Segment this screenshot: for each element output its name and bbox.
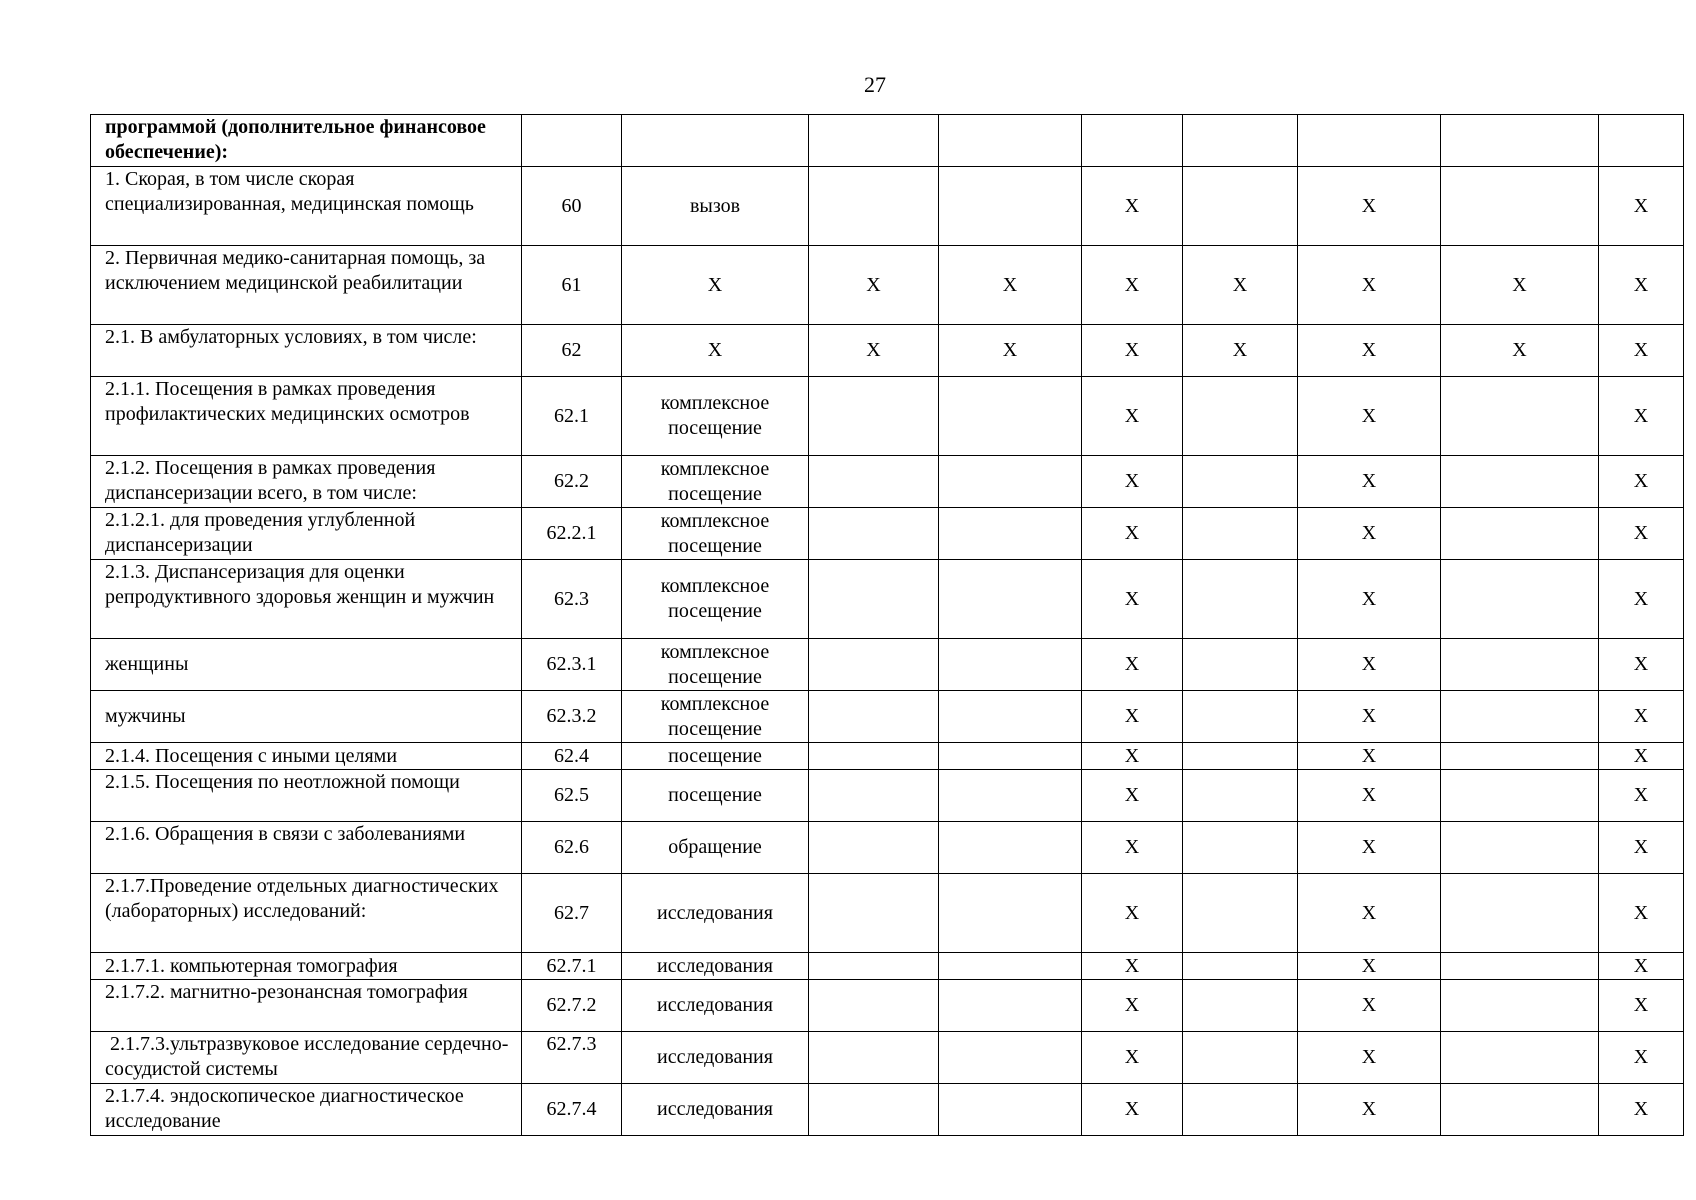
- row-cell: X: [1599, 560, 1684, 639]
- row-cell: [939, 639, 1082, 691]
- row-cell: [1441, 874, 1599, 953]
- row-code: 62: [522, 325, 622, 377]
- row-cell: [939, 167, 1082, 246]
- row-cell: X: [1298, 639, 1441, 691]
- row-name: 2.1.3. Диспансеризация для оценки репродуктивного здоровья женщин и мужчин: [91, 560, 522, 639]
- row-name: 2.1.2. Посещения в рамках проведения диспансеризации всего, в том числе:: [91, 456, 522, 508]
- row-cell: X: [1599, 953, 1684, 980]
- row-code: 62.7.4: [522, 1084, 622, 1136]
- row-cell: [1183, 456, 1298, 508]
- row-unit: комплексное посещение: [622, 639, 809, 691]
- row-unit: [622, 115, 809, 167]
- row-name: 2.1.7.4. эндоскопическое диагностическое исследование: [91, 1084, 522, 1136]
- row-code: 62.1: [522, 377, 622, 456]
- row-cell: [939, 874, 1082, 953]
- row-name: 2.1.4. Посещения с иными целями: [91, 743, 522, 770]
- row-cell: [809, 1084, 939, 1136]
- row-cell: X: [1298, 167, 1441, 246]
- row-cell: [809, 822, 939, 874]
- row-cell: [1599, 115, 1684, 167]
- row-cell: X: [1298, 743, 1441, 770]
- row-name: женщины: [91, 639, 522, 691]
- row-cell: X: [1298, 1032, 1441, 1084]
- row-cell: X: [1298, 377, 1441, 456]
- data-table: [90, 114, 1684, 1136]
- row-name: 2.1.7.1. компьютерная томография: [91, 953, 522, 980]
- row-code: 62.3.1: [522, 639, 622, 691]
- row-code: 62.2: [522, 456, 622, 508]
- row-cell: X: [1082, 508, 1183, 560]
- row-name: 2.1.7.3.ультразвуковое исследование сердечно-сосудистой системы: [91, 1032, 522, 1084]
- table-row: [91, 1032, 1684, 1084]
- row-cell: [1441, 456, 1599, 508]
- row-cell: [1183, 953, 1298, 980]
- row-cell: [1441, 980, 1599, 1032]
- row-cell: X: [1082, 822, 1183, 874]
- row-cell: [1183, 377, 1298, 456]
- row-cell: [1298, 115, 1441, 167]
- row-cell: X: [1082, 639, 1183, 691]
- row-cell: [1183, 1032, 1298, 1084]
- row-unit: обращение: [622, 822, 809, 874]
- row-cell: [939, 1084, 1082, 1136]
- row-cell: X: [1599, 822, 1684, 874]
- row-cell: X: [1298, 508, 1441, 560]
- row-cell: [1183, 560, 1298, 639]
- table-row: [91, 508, 1684, 560]
- row-unit: комплексное посещение: [622, 377, 809, 456]
- row-name: 1. Скорая, в том числе скорая специализированная, медицинская помощь: [91, 167, 522, 246]
- row-cell: X: [1082, 770, 1183, 822]
- row-cell: [1441, 953, 1599, 980]
- row-cell: [809, 743, 939, 770]
- row-cell: [1441, 167, 1599, 246]
- row-cell: X: [1082, 246, 1183, 325]
- row-cell: X: [1298, 822, 1441, 874]
- row-cell: X: [1599, 456, 1684, 508]
- row-cell: [939, 560, 1082, 639]
- row-cell: X: [1082, 743, 1183, 770]
- row-cell: [1441, 822, 1599, 874]
- row-cell: X: [1082, 167, 1183, 246]
- row-cell: X: [1599, 980, 1684, 1032]
- row-cell: X: [1599, 1084, 1684, 1136]
- row-unit: вызов: [622, 167, 809, 246]
- row-unit: комплексное посещение: [622, 691, 809, 743]
- row-cell: X: [1082, 1084, 1183, 1136]
- row-name: программой (дополнительное финансовое обеспечение):: [91, 115, 522, 167]
- row-cell: [1183, 743, 1298, 770]
- row-cell: X: [1082, 560, 1183, 639]
- row-name: 2.1.7.Проведение отдельных диагностических (лабораторных) исследований:: [91, 874, 522, 953]
- row-cell: [809, 456, 939, 508]
- row-name: мужчины: [91, 691, 522, 743]
- row-cell: [1082, 115, 1183, 167]
- row-cell: [939, 691, 1082, 743]
- row-cell: [1183, 639, 1298, 691]
- table-row: [91, 691, 1684, 743]
- row-cell: [1441, 743, 1599, 770]
- row-name: 2.1.1. Посещения в рамках проведения профилактических медицинских осмотров: [91, 377, 522, 456]
- row-cell: [1441, 508, 1599, 560]
- table-row: [91, 246, 1684, 325]
- row-code: 62.3.2: [522, 691, 622, 743]
- row-unit: посещение: [622, 743, 809, 770]
- row-cell: X: [1599, 325, 1684, 377]
- row-cell: X: [1082, 325, 1183, 377]
- row-cell: [809, 874, 939, 953]
- row-cell: X: [1298, 246, 1441, 325]
- row-cell: X: [809, 325, 939, 377]
- table-row: [91, 743, 1684, 770]
- row-cell: X: [1599, 1032, 1684, 1084]
- row-cell: [1183, 508, 1298, 560]
- row-cell: [1441, 639, 1599, 691]
- row-cell: [1183, 167, 1298, 246]
- row-cell: X: [1298, 953, 1441, 980]
- row-cell: [809, 508, 939, 560]
- row-cell: [1441, 770, 1599, 822]
- row-cell: [939, 743, 1082, 770]
- row-code: 62.7: [522, 874, 622, 953]
- row-cell: X: [1298, 560, 1441, 639]
- row-unit: X: [622, 325, 809, 377]
- row-cell: [1441, 377, 1599, 456]
- row-cell: X: [939, 246, 1082, 325]
- row-code: 62.5: [522, 770, 622, 822]
- row-cell: X: [1183, 325, 1298, 377]
- row-code: [522, 115, 622, 167]
- row-cell: X: [1298, 874, 1441, 953]
- row-cell: X: [1298, 456, 1441, 508]
- row-unit: исследования: [622, 980, 809, 1032]
- row-cell: [939, 953, 1082, 980]
- row-cell: X: [1599, 246, 1684, 325]
- row-cell: X: [1441, 246, 1599, 325]
- row-unit: исследования: [622, 953, 809, 980]
- row-unit: комплексное посещение: [622, 508, 809, 560]
- row-unit: X: [622, 246, 809, 325]
- row-cell: [939, 508, 1082, 560]
- row-cell: X: [1599, 743, 1684, 770]
- row-cell: [1441, 1084, 1599, 1136]
- row-cell: X: [1599, 691, 1684, 743]
- row-cell: [809, 377, 939, 456]
- row-cell: [1441, 691, 1599, 743]
- row-cell: [1441, 560, 1599, 639]
- row-cell: [939, 456, 1082, 508]
- row-cell: [1183, 980, 1298, 1032]
- row-cell: [809, 1032, 939, 1084]
- row-cell: X: [1082, 980, 1183, 1032]
- row-code: 62.7.2: [522, 980, 622, 1032]
- row-cell: X: [1082, 874, 1183, 953]
- row-cell: X: [1298, 691, 1441, 743]
- row-cell: X: [1298, 325, 1441, 377]
- row-unit: комплексное посещение: [622, 456, 809, 508]
- row-cell: X: [1298, 770, 1441, 822]
- row-cell: [809, 639, 939, 691]
- row-cell: [1183, 770, 1298, 822]
- table-row: [91, 770, 1684, 822]
- row-cell: X: [939, 325, 1082, 377]
- row-cell: [809, 980, 939, 1032]
- table-row: [91, 1084, 1684, 1136]
- row-cell: [809, 560, 939, 639]
- row-cell: X: [1082, 377, 1183, 456]
- row-cell: [939, 770, 1082, 822]
- page-number: 27: [864, 72, 886, 97]
- table-row: [91, 377, 1684, 456]
- row-unit: исследования: [622, 1032, 809, 1084]
- table-row: [91, 874, 1684, 953]
- row-cell: [1441, 115, 1599, 167]
- row-code: 62.6: [522, 822, 622, 874]
- row-cell: X: [1183, 246, 1298, 325]
- row-cell: [809, 691, 939, 743]
- row-cell: [1183, 874, 1298, 953]
- row-code: 62.2.1: [522, 508, 622, 560]
- row-cell: X: [1298, 1084, 1441, 1136]
- row-code: 62.3: [522, 560, 622, 639]
- row-cell: [1441, 1032, 1599, 1084]
- row-cell: [1183, 822, 1298, 874]
- row-cell: [939, 377, 1082, 456]
- row-unit: комплексное посещение: [622, 560, 809, 639]
- row-cell: [809, 770, 939, 822]
- row-cell: X: [1082, 953, 1183, 980]
- row-cell: [939, 1032, 1082, 1084]
- row-name: 2. Первичная медико-санитарная помощь, за исключением медицинской реабилитации: [91, 246, 522, 325]
- row-cell: X: [1599, 377, 1684, 456]
- row-name: 2.1.6. Обращения в связи с заболеваниями: [91, 822, 522, 874]
- row-cell: [809, 953, 939, 980]
- row-cell: [939, 822, 1082, 874]
- row-unit: посещение: [622, 770, 809, 822]
- row-name: 2.1.2.1. для проведения углубленной диспансеризации: [91, 508, 522, 560]
- row-code: 62.7.1: [522, 953, 622, 980]
- row-code: 61: [522, 246, 622, 325]
- row-cell: [939, 980, 1082, 1032]
- row-cell: [1183, 1084, 1298, 1136]
- row-unit: исследования: [622, 1084, 809, 1136]
- row-cell: X: [809, 246, 939, 325]
- table-row: [91, 167, 1684, 246]
- row-cell: X: [1082, 691, 1183, 743]
- row-cell: X: [1599, 639, 1684, 691]
- row-unit: исследования: [622, 874, 809, 953]
- table-row: [91, 822, 1684, 874]
- row-name: 2.1. В амбулаторных условиях, в том числе:: [91, 325, 522, 377]
- table-row: [91, 953, 1684, 980]
- row-cell: X: [1082, 1032, 1183, 1084]
- row-cell: [809, 115, 939, 167]
- row-cell: X: [1441, 325, 1599, 377]
- table-row: [91, 560, 1684, 639]
- table-row: [91, 456, 1684, 508]
- row-cell: [939, 115, 1082, 167]
- row-cell: X: [1599, 508, 1684, 560]
- row-name: 2.1.7.2. магнитно-резонансная томография: [91, 980, 522, 1032]
- row-cell: X: [1599, 874, 1684, 953]
- table-row: [91, 639, 1684, 691]
- row-cell: [1183, 691, 1298, 743]
- row-cell: [809, 167, 939, 246]
- row-cell: X: [1082, 456, 1183, 508]
- row-cell: [1183, 115, 1298, 167]
- row-code: 62.7.3: [522, 1032, 622, 1084]
- row-code: 62.4: [522, 743, 622, 770]
- table-row: [91, 325, 1684, 377]
- row-name: 2.1.5. Посещения по неотложной помощи: [91, 770, 522, 822]
- row-cell: X: [1599, 770, 1684, 822]
- table-row: [91, 980, 1684, 1032]
- row-cell: X: [1599, 167, 1684, 246]
- row-cell: X: [1298, 980, 1441, 1032]
- row-code: 60: [522, 167, 622, 246]
- table-row-header: [91, 115, 1684, 167]
